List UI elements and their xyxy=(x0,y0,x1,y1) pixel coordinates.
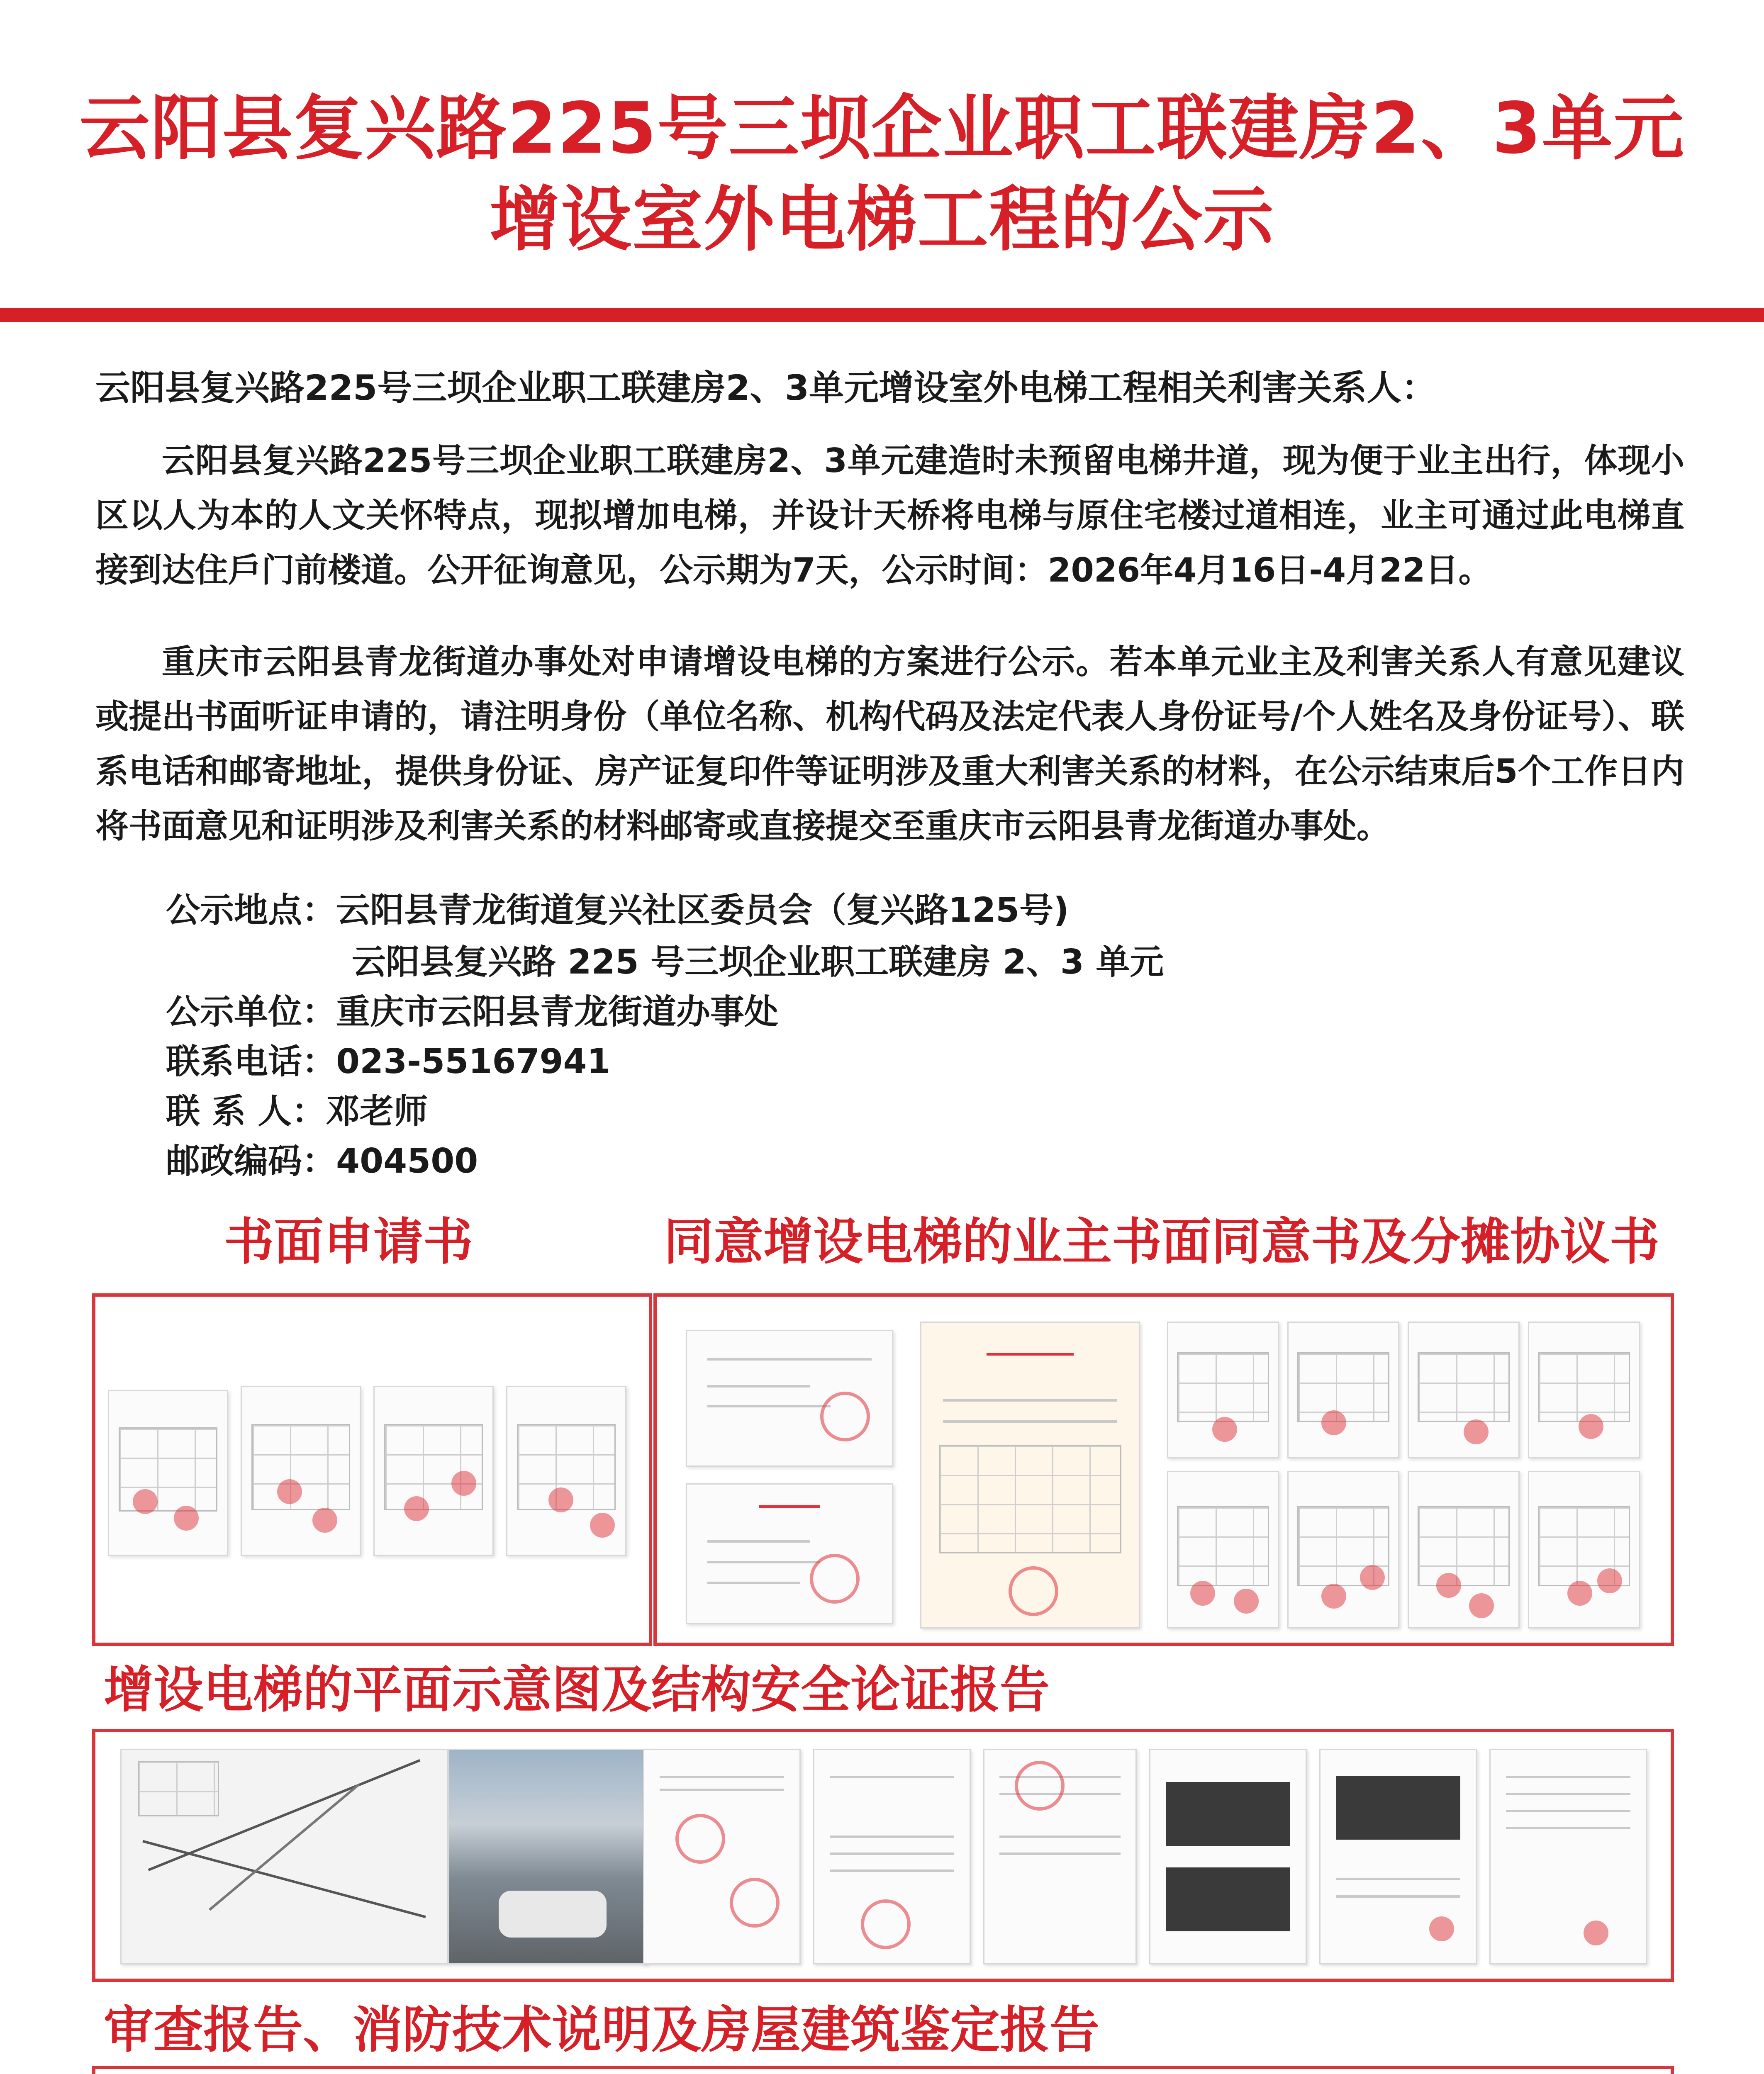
special-equipment-license-image xyxy=(920,1322,1140,1629)
site-plan-image xyxy=(120,1749,448,1964)
application-page-image xyxy=(108,1390,228,1556)
phone-value: 023-55167941 xyxy=(336,1042,611,1081)
notice-paragraph-1: 云阳县复兴路225号三坝企业职工联建房2、3单元建造时未预留电梯井道，现为便于业主出行，体现小区以人为本的人文关怀特点，现拟增加电梯，并设计天桥将电梯与原住宅楼过道相连，业主可通过此电梯直接到达住戶门前楼道。公开征询意见，公示期为7天，公示时间：2026年4月16日-4月22日。 xyxy=(95,441,1684,589)
consent-page-image xyxy=(1528,1322,1640,1458)
application-page-image xyxy=(373,1386,494,1556)
consent-page-image xyxy=(1167,1322,1279,1458)
report-page-image xyxy=(983,1749,1137,1964)
page-title-line-2: 增设室外电梯工程的公示 xyxy=(489,179,1274,261)
report-page-image xyxy=(1149,1749,1307,1964)
written-application-panel xyxy=(92,1293,652,1646)
info-postcode xyxy=(166,1139,478,1184)
unit-label: 公示单位： xyxy=(166,992,336,1032)
report-page-image xyxy=(643,1749,801,1964)
consent-page-image xyxy=(1408,1471,1520,1629)
location-label: 公示地点： xyxy=(166,891,336,930)
section-heading-owner-consent: 同意增设电梯的业主书面同意书及分摊协议书 xyxy=(664,1213,1659,1271)
contact-label: 联 系 人： xyxy=(166,1092,326,1131)
section-heading-review-fire-building: 审查报告、消防技术说明及房屋建筑鉴定报告 xyxy=(104,2001,1099,2059)
postcode-label: 邮政编码： xyxy=(166,1142,336,1181)
certificate-image xyxy=(686,1330,893,1467)
report-page-image xyxy=(1319,1749,1477,1964)
consent-page-image xyxy=(1408,1322,1520,1458)
contact-value: 邓老师 xyxy=(326,1092,428,1131)
consent-page-image xyxy=(1287,1322,1399,1458)
section-heading-written-application: 书面申请书 xyxy=(224,1213,473,1271)
consent-page-image xyxy=(1528,1471,1640,1629)
info-contact xyxy=(166,1089,428,1134)
consent-page-image xyxy=(1167,1471,1279,1629)
location-value-2: 云阳县复兴路 225 号三坝企业职工联建房 2、3 单元 xyxy=(352,942,1164,982)
info-phone xyxy=(166,1039,611,1085)
report-page-image xyxy=(813,1749,971,1964)
plan-and-safety-panel xyxy=(92,1729,1674,1982)
phone-label: 联系电话： xyxy=(166,1042,336,1081)
page-title-line-1: 云阳县复兴路225号三坝企业职工联建房2、3单元 xyxy=(79,88,1685,170)
location-value-1: 云阳县青龙街道复兴社区委员会（复兴路125号) xyxy=(336,891,1069,930)
owner-consent-panel xyxy=(653,1293,1674,1646)
notice-paragraph-2: 重庆市云阳县青龙街道办事处对申请增设电梯的方案进行公示。若本单元业主及利害关系人有意见建议或提出书面听证申请的，请注明身份（单位名称、机构代码及法定代表人身份证号/个人姓名及身份证号）、联系电话和邮寄地址，提供身份证、房产证复印件等证明涉及重大利害关系的材料，在公示结束后5个工作日内将书面意见和证明涉及利害关系的材料邮寄或直接提交至重庆市云阳县青龙街道办事处。 xyxy=(95,643,1684,845)
postcode-value: 404500 xyxy=(336,1142,478,1181)
business-license-image xyxy=(686,1483,893,1624)
info-unit xyxy=(166,989,778,1035)
review-reports-panel xyxy=(92,2066,1674,2074)
info-location xyxy=(166,888,1069,933)
application-page-image xyxy=(506,1386,626,1556)
report-page-image xyxy=(1489,1749,1647,1964)
application-page-image xyxy=(241,1386,361,1556)
consent-page-image xyxy=(1287,1471,1399,1629)
header-divider xyxy=(0,308,1764,322)
notice-addressee: 云阳县复兴路225号三坝企业职工联建房2、3单元增设室外电梯工程相关利害关系人： xyxy=(95,368,1437,408)
section-heading-plan-and-safety: 增设电梯的平面示意图及结构安全论证报告 xyxy=(104,1661,1050,1719)
unit-value: 重庆市云阳县青龙街道办事处 xyxy=(336,992,779,1032)
building-photo-image xyxy=(448,1749,647,1964)
